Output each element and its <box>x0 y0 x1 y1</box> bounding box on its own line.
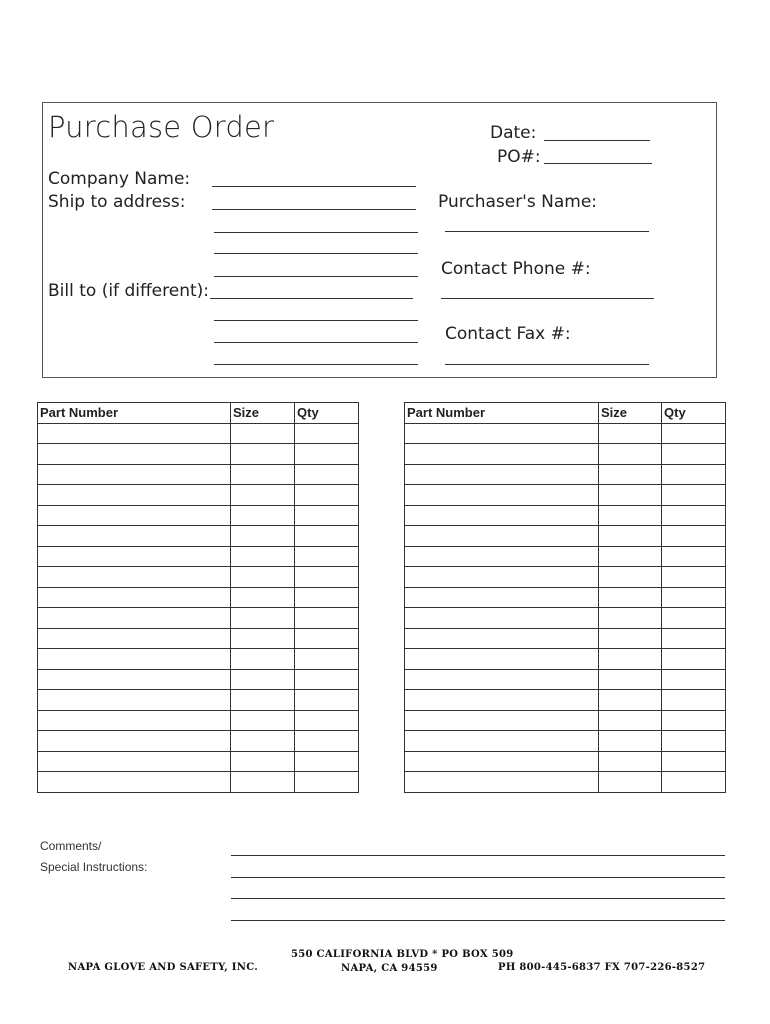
table-row <box>38 587 359 608</box>
part-number-cell[interactable] <box>405 587 599 608</box>
comments-line-3[interactable] <box>231 898 725 899</box>
qty-cell[interactable] <box>662 731 726 752</box>
comments-line-1[interactable] <box>231 855 725 856</box>
purchaser-name-label: Purchaser's Name: <box>438 192 598 212</box>
part-number-cell[interactable] <box>38 669 231 690</box>
bill-to-field-2[interactable] <box>214 320 418 321</box>
part-number-cell[interactable] <box>38 567 231 588</box>
bill-to-label: Bill to (if different): <box>48 281 210 301</box>
part-number-cell[interactable] <box>38 505 231 526</box>
bill-to-field-4[interactable] <box>214 364 418 365</box>
size-cell[interactable] <box>599 751 662 772</box>
column-header-size: Size <box>231 403 295 424</box>
parts-table-left <box>37 402 359 793</box>
comments-label: Comments/ <box>40 839 102 853</box>
table-row <box>38 444 359 465</box>
table-row <box>405 731 726 752</box>
size-cell[interactable] <box>599 772 662 793</box>
size-cell[interactable] <box>599 526 662 547</box>
qty-cell[interactable] <box>295 567 359 588</box>
table-row <box>38 485 359 506</box>
size-cell[interactable] <box>231 690 295 711</box>
qty-cell[interactable] <box>295 526 359 547</box>
size-cell[interactable] <box>231 608 295 629</box>
part-number-cell[interactable] <box>38 628 231 649</box>
qty-cell[interactable] <box>295 628 359 649</box>
qty-cell[interactable] <box>662 751 726 772</box>
company-name-label: Company Name: <box>48 169 191 189</box>
part-number-cell[interactable] <box>405 423 599 444</box>
size-cell[interactable] <box>231 628 295 649</box>
table-row <box>38 628 359 649</box>
part-number-cell[interactable] <box>405 772 599 793</box>
part-number-cell[interactable] <box>38 649 231 670</box>
footer-company-name: NAPA GLOVE AND SAFETY, INC. <box>68 962 259 973</box>
size-cell[interactable] <box>231 710 295 731</box>
company-name-field[interactable] <box>212 186 416 187</box>
size-cell[interactable] <box>231 444 295 465</box>
size-cell[interactable] <box>231 464 295 485</box>
table-row <box>38 567 359 588</box>
table-row <box>405 710 726 731</box>
ship-to-field-4[interactable] <box>214 276 418 277</box>
size-cell[interactable] <box>599 731 662 752</box>
size-cell[interactable] <box>231 546 295 567</box>
part-number-cell[interactable] <box>405 505 599 526</box>
table-header-row <box>38 403 359 424</box>
part-number-cell[interactable] <box>405 628 599 649</box>
ship-to-label: Ship to address: <box>48 192 186 212</box>
qty-cell[interactable] <box>295 649 359 670</box>
part-number-cell[interactable] <box>405 464 599 485</box>
size-cell[interactable] <box>231 649 295 670</box>
part-number-cell[interactable] <box>405 731 599 752</box>
ship-to-field-1[interactable] <box>212 209 416 210</box>
qty-cell[interactable] <box>295 505 359 526</box>
table-row <box>405 751 726 772</box>
qty-cell[interactable] <box>662 546 726 567</box>
size-cell[interactable] <box>599 710 662 731</box>
part-number-cell[interactable] <box>405 669 599 690</box>
size-cell[interactable] <box>599 587 662 608</box>
size-cell[interactable] <box>231 567 295 588</box>
table-row <box>405 546 726 567</box>
table-row <box>38 608 359 629</box>
table-row <box>405 628 726 649</box>
table-row <box>38 710 359 731</box>
part-number-cell[interactable] <box>38 751 231 772</box>
qty-cell[interactable] <box>662 464 726 485</box>
part-number-cell[interactable] <box>405 546 599 567</box>
part-number-cell[interactable] <box>38 526 231 547</box>
table-row <box>38 505 359 526</box>
table-row <box>405 608 726 629</box>
part-number-cell[interactable] <box>38 731 231 752</box>
size-cell[interactable] <box>599 423 662 444</box>
part-number-cell[interactable] <box>38 690 231 711</box>
qty-cell[interactable] <box>662 567 726 588</box>
qty-cell[interactable] <box>295 587 359 608</box>
purchaser-name-field[interactable] <box>445 231 649 232</box>
po-field[interactable] <box>544 163 652 164</box>
qty-cell[interactable] <box>662 710 726 731</box>
qty-cell[interactable] <box>662 608 726 629</box>
table-row <box>405 772 726 793</box>
qty-cell[interactable] <box>295 608 359 629</box>
qty-cell[interactable] <box>662 444 726 465</box>
parts-table-right <box>404 402 726 793</box>
size-cell[interactable] <box>599 608 662 629</box>
table-row <box>405 690 726 711</box>
size-cell[interactable] <box>231 751 295 772</box>
part-number-cell[interactable] <box>405 526 599 547</box>
size-cell[interactable] <box>231 587 295 608</box>
qty-cell[interactable] <box>662 669 726 690</box>
table-row <box>405 423 726 444</box>
qty-cell[interactable] <box>662 587 726 608</box>
table-row <box>38 423 359 444</box>
part-number-cell[interactable] <box>405 485 599 506</box>
column-header-size: Size <box>599 403 662 424</box>
table-row <box>405 587 726 608</box>
date-label: Date: <box>490 123 537 143</box>
size-cell[interactable] <box>599 505 662 526</box>
footer-address-line-2: NAPA, CA 94559 <box>341 963 438 974</box>
part-number-cell[interactable] <box>38 772 231 793</box>
part-number-cell[interactable] <box>405 649 599 670</box>
qty-cell[interactable] <box>295 772 359 793</box>
table-row <box>38 526 359 547</box>
qty-cell[interactable] <box>662 649 726 670</box>
page-title: Purchase Order <box>48 110 275 144</box>
part-number-cell[interactable] <box>38 710 231 731</box>
table-row <box>405 567 726 588</box>
table-row <box>405 649 726 670</box>
qty-cell[interactable] <box>295 485 359 506</box>
table-row <box>38 731 359 752</box>
part-number-cell[interactable] <box>38 464 231 485</box>
bill-to-field-3[interactable] <box>214 342 418 343</box>
table-row <box>38 546 359 567</box>
column-header-part-number: Part Number <box>405 403 599 424</box>
qty-cell[interactable] <box>662 526 726 547</box>
qty-cell[interactable] <box>662 485 726 506</box>
contact-phone-field[interactable] <box>441 298 654 299</box>
part-number-cell[interactable] <box>405 751 599 772</box>
qty-cell[interactable] <box>295 423 359 444</box>
qty-cell[interactable] <box>662 690 726 711</box>
qty-cell[interactable] <box>295 444 359 465</box>
table-header-row <box>405 403 726 424</box>
table-row <box>38 464 359 485</box>
part-number-cell[interactable] <box>38 587 231 608</box>
table-row <box>405 444 726 465</box>
part-number-cell[interactable] <box>38 423 231 444</box>
contact-fax-field[interactable] <box>445 364 649 365</box>
part-number-cell[interactable] <box>38 444 231 465</box>
qty-cell[interactable] <box>295 690 359 711</box>
size-cell[interactable] <box>599 444 662 465</box>
size-cell[interactable] <box>231 485 295 506</box>
footer-phone-fax: PH 800-445-6837 FX 707-226-8527 <box>498 962 706 973</box>
part-number-cell[interactable] <box>405 567 599 588</box>
table-row <box>405 464 726 485</box>
size-cell[interactable] <box>599 669 662 690</box>
footer-address-line-1: 550 CALIFORNIA BLVD * PO BOX 509 <box>291 949 514 960</box>
qty-cell[interactable] <box>295 464 359 485</box>
size-cell[interactable] <box>599 567 662 588</box>
size-cell[interactable] <box>599 649 662 670</box>
size-cell[interactable] <box>231 423 295 444</box>
size-cell[interactable] <box>231 505 295 526</box>
size-cell[interactable] <box>599 628 662 649</box>
qty-cell[interactable] <box>662 772 726 793</box>
column-header-part-number: Part Number <box>38 403 231 424</box>
po-label: PO#: <box>497 147 541 167</box>
table-row <box>38 669 359 690</box>
size-cell[interactable] <box>231 731 295 752</box>
part-number-cell[interactable] <box>405 444 599 465</box>
part-number-cell[interactable] <box>405 710 599 731</box>
part-number-cell[interactable] <box>405 690 599 711</box>
special-instructions-label: Special Instructions: <box>40 860 148 874</box>
size-cell[interactable] <box>231 526 295 547</box>
table-row <box>38 751 359 772</box>
qty-cell[interactable] <box>662 423 726 444</box>
contact-phone-label: Contact Phone #: <box>441 259 591 279</box>
ship-to-field-3[interactable] <box>214 253 418 254</box>
qty-cell[interactable] <box>295 731 359 752</box>
comments-line-4[interactable] <box>231 920 725 921</box>
table-row <box>405 485 726 506</box>
comments-line-2[interactable] <box>231 877 725 878</box>
column-header-qty: Qty <box>662 403 726 424</box>
part-number-cell[interactable] <box>38 546 231 567</box>
qty-cell[interactable] <box>662 505 726 526</box>
qty-cell[interactable] <box>295 546 359 567</box>
size-cell[interactable] <box>599 546 662 567</box>
part-number-cell[interactable] <box>405 608 599 629</box>
size-cell[interactable] <box>231 669 295 690</box>
table-row <box>38 690 359 711</box>
table-row <box>405 669 726 690</box>
ship-to-field-2[interactable] <box>214 232 418 233</box>
table-row <box>405 526 726 547</box>
bill-to-field-1[interactable] <box>210 298 413 299</box>
table-row <box>38 649 359 670</box>
table-row <box>38 772 359 793</box>
table-row <box>405 505 726 526</box>
qty-cell[interactable] <box>295 710 359 731</box>
qty-cell[interactable] <box>662 628 726 649</box>
part-number-cell[interactable] <box>38 608 231 629</box>
size-cell[interactable] <box>599 690 662 711</box>
column-header-qty: Qty <box>295 403 359 424</box>
size-cell[interactable] <box>231 772 295 793</box>
qty-cell[interactable] <box>295 669 359 690</box>
qty-cell[interactable] <box>295 751 359 772</box>
size-cell[interactable] <box>599 485 662 506</box>
part-number-cell[interactable] <box>38 485 231 506</box>
size-cell[interactable] <box>599 464 662 485</box>
date-field[interactable] <box>544 140 650 141</box>
contact-fax-label: Contact Fax #: <box>445 324 571 344</box>
